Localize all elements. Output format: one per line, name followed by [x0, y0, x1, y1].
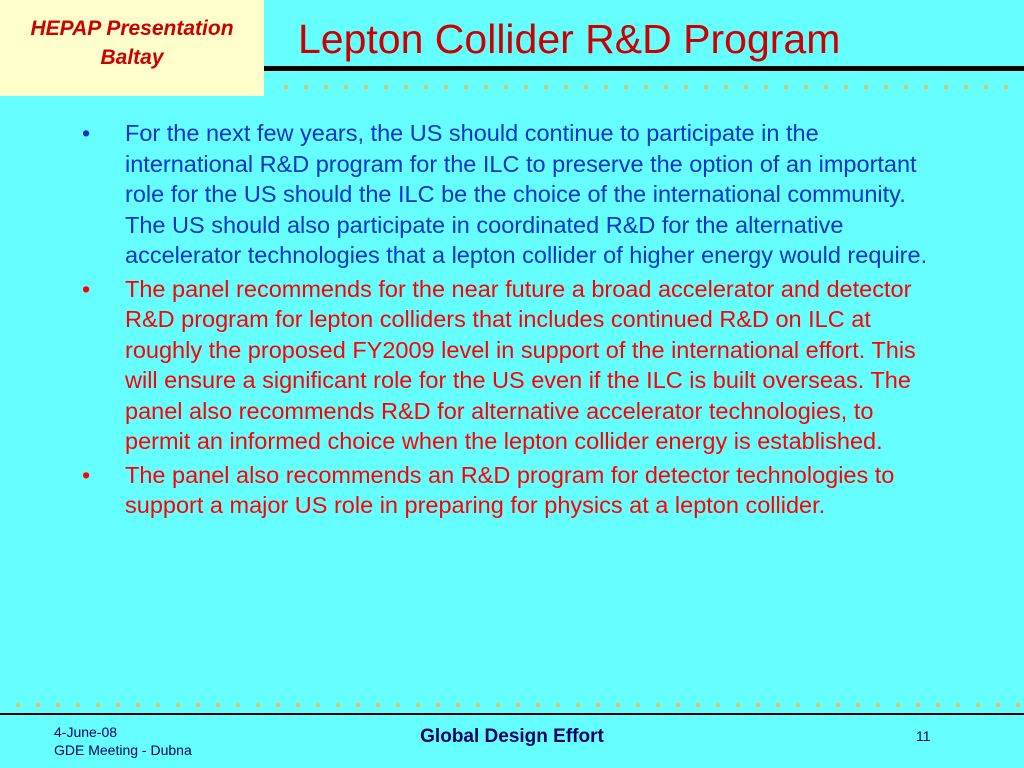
bullet-text: For the next few years, the US should continue to participate in the international R&D program for the ILC to preserve the option of an important role for the US should the ILC be the choice of the international community. The US should also participate in coordinated R&D for the alternative accelerator technologies that a lepton collider of higher energy would require.: [125, 120, 928, 268]
bullet-text: The panel also recommends an R&D program for detector technologies to support a major US role in preparing for physics at a lepton collider.: [125, 461, 895, 518]
bullet-marker: •: [82, 461, 91, 488]
bullet-list: [82, 118, 942, 524]
bullet-item: [82, 274, 942, 457]
bullet-text: The panel recommends for the near future a broad accelerator and detector R&D program for lepton colliders that includes continued R&D on ILC at roughly the proposed FY2009 level in support of the international effort. This will ensure a significant role for the US even if the ILC is built overseas. The panel also recommends R&D for alternative accelerator technologies, to permit an informed choice when the lepton collider energy is established.: [125, 275, 916, 454]
presentation-label: [0, 14, 264, 72]
bullet-item: [82, 460, 942, 521]
bullet-marker: •: [82, 275, 91, 302]
bullet-marker: •: [82, 120, 91, 146]
presentation-name: HEPAP Presentation: [30, 17, 234, 40]
footer-divider: [0, 713, 1024, 715]
footer-date: 4-June-08: [54, 724, 118, 740]
footer-meeting: GDE Meeting - Dubna: [54, 742, 192, 758]
title-divider: [264, 66, 1024, 71]
top-dotted-divider: [276, 83, 1024, 91]
bottom-dotted-divider: [0, 701, 1024, 709]
bullet-item: [82, 118, 942, 271]
slide-title: Lepton Collider R&D Program: [298, 16, 841, 62]
presenter-name: Baltay: [100, 46, 164, 69]
presentation-label-box: [0, 0, 264, 96]
page-number: 11: [916, 728, 931, 744]
footer-title: Global Design Effort: [420, 726, 604, 747]
